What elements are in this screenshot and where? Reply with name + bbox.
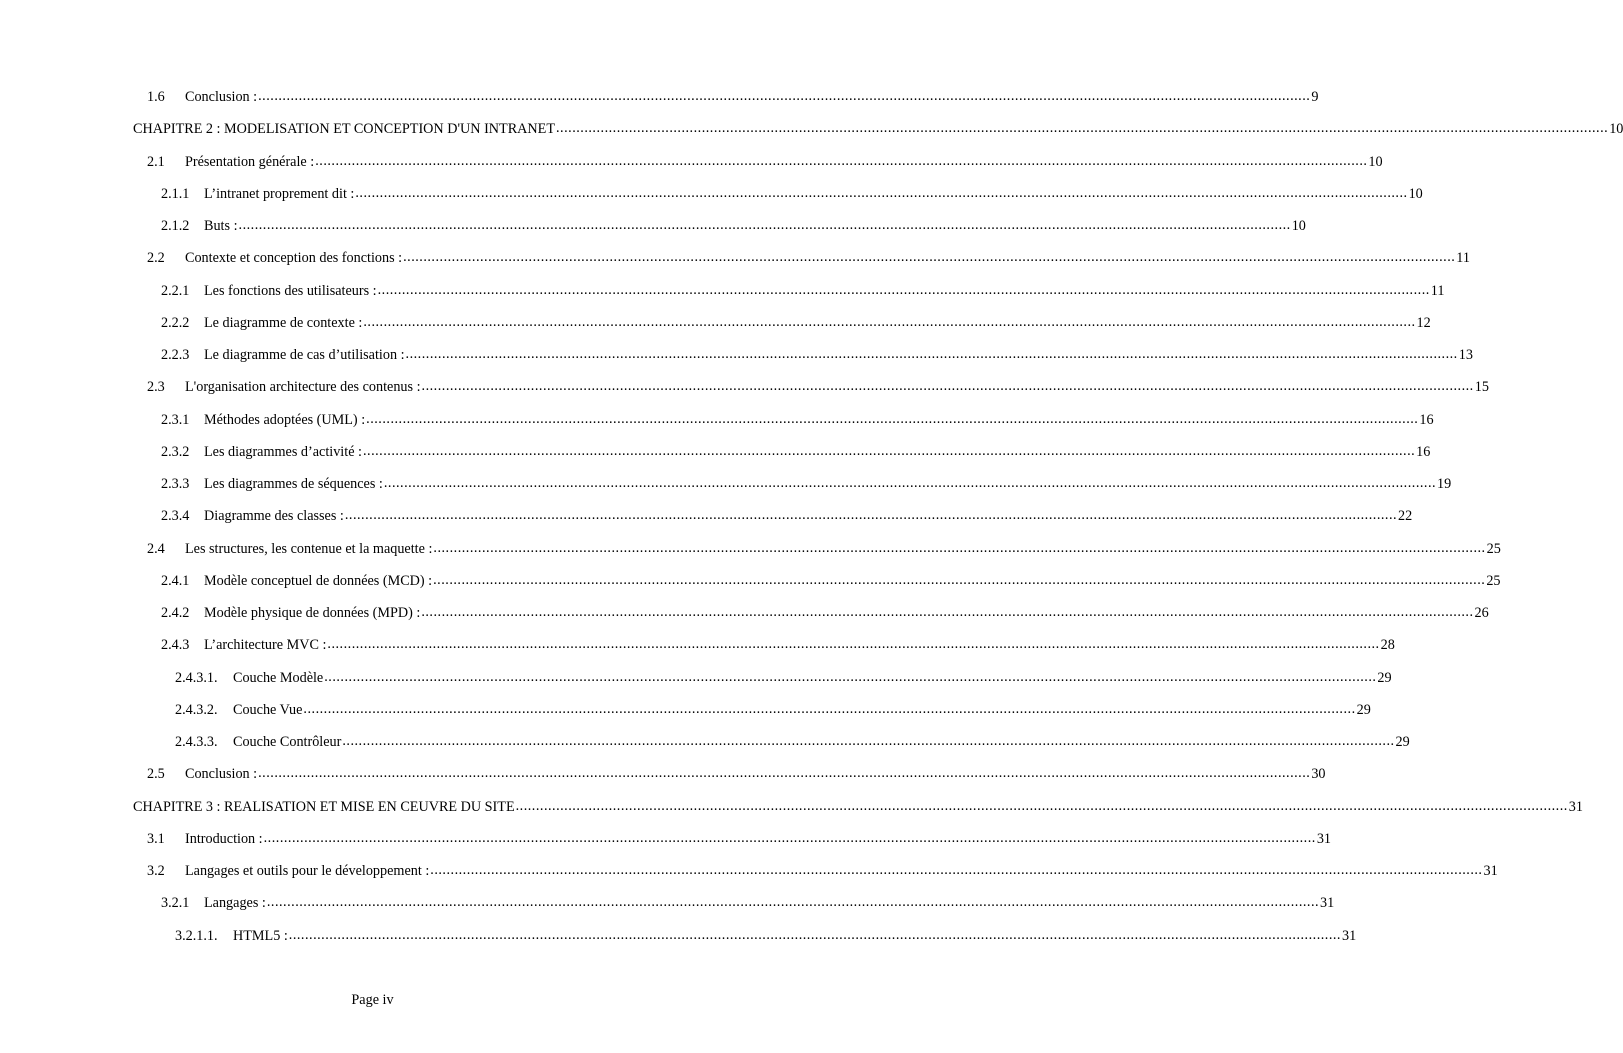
toc-dot-leader: .................................................................................................................................................................................................................................................................... — [342, 733, 1395, 749]
toc-entry-page: 10 — [1408, 186, 1423, 202]
toc-entry-number: 1.6 — [147, 89, 165, 105]
toc-entry-title: L’intranet proprement dit : — [204, 186, 355, 202]
toc-dot-leader: .................................................................................................................................................................................................................................................................... — [258, 88, 1311, 104]
toc-dot-leader: .................................................................................................................................................................................................................................................................... — [355, 185, 1408, 201]
toc-dot-leader: .................................................................................................................................................................................................................................................................... — [556, 120, 1609, 136]
toc-entry-title: Les diagrammes d’activité : — [204, 444, 362, 460]
toc-chapter-entry[interactable] — [133, 797, 1583, 817]
toc-entry-number: 2.3.2 — [161, 444, 190, 460]
toc-entry-number: 2.4.3 — [161, 637, 190, 653]
toc-dot-leader: .................................................................................................................................................................................................................................................................... — [421, 604, 1474, 620]
toc-entry[interactable] — [161, 635, 1395, 655]
toc-entry-title: Langages : — [204, 895, 266, 911]
toc-entry-page: 19 — [1437, 476, 1452, 492]
toc-entry-title: Méthodes adoptées (UML) : — [204, 412, 366, 428]
toc-entry[interactable] — [175, 732, 1410, 752]
toc-entry-page: 29 — [1377, 670, 1392, 686]
toc-entry[interactable] — [161, 281, 1445, 301]
toc-entry-page: 26 — [1474, 605, 1489, 621]
toc-entry[interactable] — [161, 345, 1473, 365]
toc-entry[interactable] — [147, 248, 1470, 268]
toc-entry-title: Couche Vue — [233, 702, 303, 718]
toc-entry-title: L'organisation architecture des contenus : — [185, 379, 421, 395]
toc-dot-leader: .................................................................................................................................................................................................................................................................... — [315, 153, 1368, 169]
toc-entry-title: Conclusion : — [185, 89, 258, 105]
toc-entry-page: 16 — [1416, 444, 1431, 460]
toc-entry-title: Le diagramme de cas d’utilisation : — [204, 347, 405, 363]
toc-entry-number: 2.4.3.3. — [175, 734, 218, 750]
page-number: Page iv — [351, 992, 394, 1008]
toc-dot-leader: .................................................................................................................................................................................................................................................................... — [344, 507, 1398, 523]
toc-entry-title: Contexte et conception des fonctions : — [185, 250, 403, 266]
toc-entry-number: 2.3.4 — [161, 508, 190, 524]
toc-entry-number: 2.4.3.1. — [175, 670, 218, 686]
toc-entry-number: 2.3.1 — [161, 412, 190, 428]
toc-dot-leader: .................................................................................................................................................................................................................................................................... — [430, 862, 1483, 878]
toc-entry[interactable] — [147, 539, 1501, 559]
toc-entry-page: 22 — [1398, 508, 1413, 524]
toc-entry-title: L’architecture MVC : — [204, 637, 327, 653]
toc-dot-leader: .................................................................................................................................................................................................................................................................... — [383, 475, 1437, 491]
toc-entry-number: 2.3 — [147, 379, 165, 395]
toc-entry[interactable] — [161, 184, 1423, 204]
toc-entry-title: Présentation générale : — [185, 154, 315, 170]
toc-entry-page: 25 — [1486, 541, 1501, 557]
toc-entry-page: 10 — [1291, 218, 1306, 234]
toc-entry-page: 31 — [1341, 928, 1357, 944]
toc-entry-number: 2.2.2 — [161, 315, 190, 331]
toc-dot-leader: .................................................................................................................................................................................................................................................................... — [238, 217, 1291, 233]
toc-entry-title: Les fonctions des utilisateurs : — [204, 283, 377, 299]
toc-entry[interactable] — [161, 893, 1335, 913]
toc-entry-page: 16 — [1419, 412, 1434, 428]
toc-dot-leader: .................................................................................................................................................................................................................................................................... — [288, 927, 1341, 943]
toc-entry-page: 11 — [1430, 283, 1445, 299]
toc-entry-page: 31 — [1316, 831, 1331, 847]
toc-entry-title: Les diagrammes de séquences : — [204, 476, 383, 492]
toc-entry[interactable] — [161, 442, 1431, 462]
toc-dot-leader: .................................................................................................................................................................................................................................................................... — [405, 346, 1458, 362]
toc-dot-leader: .................................................................................................................................................................................................................................................................... — [324, 669, 1377, 685]
toc-entry-page: 28 — [1380, 637, 1395, 653]
toc-entry[interactable] — [147, 764, 1326, 784]
toc-dot-leader: .................................................................................................................................................................................................................................................................... — [421, 378, 1474, 394]
toc-dot-leader: .................................................................................................................................................................................................................................................................... — [362, 443, 1416, 459]
toc-entry-title: Couche Modèle — [233, 670, 324, 686]
toc-dot-leader: .................................................................................................................................................................................................................................................................... — [266, 894, 1320, 910]
toc-entry-page: 12 — [1416, 315, 1431, 331]
toc-entry-title: Modèle physique de données (MPD) : — [204, 605, 421, 621]
toc-entry-number: 2.3.3 — [161, 476, 190, 492]
toc-entry[interactable] — [161, 474, 1452, 494]
toc-entry-title: Langages et outils pour le développement : — [185, 863, 430, 879]
toc-entry[interactable] — [161, 506, 1413, 526]
toc-entry-page: 30 — [1311, 766, 1326, 782]
toc-entry-number: 2.4.2 — [161, 605, 190, 621]
toc-entry-page: 9 — [1311, 89, 1319, 105]
toc-entry-title: Couche Contrôleur — [233, 734, 342, 750]
toc-entry-page: 11 — [1456, 250, 1470, 266]
toc-entry[interactable] — [147, 152, 1383, 172]
toc-entry-number: 3.2 — [147, 863, 165, 879]
toc-entry-page: 29 — [1356, 702, 1371, 718]
toc-entry-title: Les structures, les contenue et la maquette : — [185, 541, 433, 557]
toc-entry-number: 2.2.1 — [161, 283, 190, 299]
toc-entry-number: 2.2.3 — [161, 347, 190, 363]
toc-entry[interactable] — [175, 926, 1357, 946]
toc-entry-number: 2.1.2 — [161, 218, 190, 234]
toc-entry[interactable] — [161, 313, 1431, 333]
toc-entry-title: Buts : — [204, 218, 238, 234]
toc-dot-leader: .................................................................................................................................................................................................................................................................... — [327, 636, 1380, 652]
toc-entry-title: Introduction : — [185, 831, 263, 847]
toc-entry-title: CHAPITRE 2 : MODELISATION ET CONCEPTION D'UN INTRANET — [133, 121, 555, 137]
toc-entry[interactable] — [147, 87, 1319, 107]
toc-dot-leader: .................................................................................................................................................................................................................................................................... — [515, 798, 1568, 814]
toc-entry-title: HTML5 : — [233, 928, 288, 944]
toc-dot-leader: .................................................................................................................................................................................................................................................................... — [363, 314, 1416, 330]
toc-entry-number: 2.4 — [147, 541, 165, 557]
toc-entry-title: Modèle conceptuel de données (MCD) : — [204, 573, 433, 589]
toc-entry-title: Le diagramme de contexte : — [204, 315, 363, 331]
toc-entry-page: 13 — [1458, 347, 1473, 363]
toc-entry[interactable] — [147, 861, 1498, 881]
toc-dot-leader: .................................................................................................................................................................................................................................................................... — [433, 540, 1486, 556]
toc-entry[interactable] — [161, 603, 1489, 623]
toc-entry-title: Diagramme des classes : — [204, 508, 344, 524]
toc-chapter-entry[interactable] — [133, 119, 1623, 139]
toc-dot-leader: .................................................................................................................................................................................................................................................................... — [303, 701, 1356, 717]
toc-entry-number: 2.2 — [147, 250, 165, 266]
toc-entry-number: 2.1 — [147, 154, 165, 170]
toc-dot-leader: .................................................................................................................................................................................................................................................................... — [258, 765, 1311, 781]
toc-entry[interactable] — [147, 829, 1331, 849]
toc-entry-number: 3.2.1 — [161, 895, 190, 911]
toc-entry-page: 31 — [1483, 863, 1498, 879]
toc-entry-title: CHAPITRE 3 : REALISATION ET MISE EN CEUVRE DU SITE — [133, 799, 515, 815]
toc-entry-number: 2.4.1 — [161, 573, 190, 589]
toc-entry[interactable] — [175, 668, 1392, 688]
toc-dot-leader: .................................................................................................................................................................................................................................................................... — [433, 572, 1486, 588]
toc-entry-title: Conclusion : — [185, 766, 258, 782]
toc-entry-number: 2.4.3.2. — [175, 702, 218, 718]
toc-entry[interactable] — [161, 571, 1501, 591]
toc-entry-page: 10 — [1368, 154, 1383, 170]
toc-entry-page: 10 — [1609, 121, 1623, 137]
toc-entry-page: 29 — [1395, 734, 1410, 750]
toc-entry-page: 15 — [1474, 379, 1489, 395]
toc-dot-leader: .................................................................................................................................................................................................................................................................... — [403, 249, 1456, 265]
toc-entry[interactable] — [161, 410, 1434, 430]
toc-dot-leader: .................................................................................................................................................................................................................................................................... — [366, 411, 1419, 427]
toc-entry-number: 2.1.1 — [161, 186, 190, 202]
toc-entry[interactable] — [147, 377, 1489, 397]
toc-entry-page: 25 — [1486, 573, 1501, 589]
toc-entry-number: 2.5 — [147, 766, 165, 782]
toc-entry[interactable] — [175, 700, 1371, 720]
toc-entry-number: 3.1 — [147, 831, 165, 847]
toc-dot-leader: .................................................................................................................................................................................................................................................................... — [263, 830, 1316, 846]
toc-entry[interactable] — [161, 216, 1306, 236]
toc-entry-page: 31 — [1320, 895, 1335, 911]
toc-entry-page: 31 — [1568, 799, 1583, 815]
toc-entry-number: 3.2.1.1. — [175, 928, 218, 944]
page-footer — [0, 990, 745, 1010]
toc-dot-leader: .................................................................................................................................................................................................................................................................... — [377, 282, 1430, 298]
